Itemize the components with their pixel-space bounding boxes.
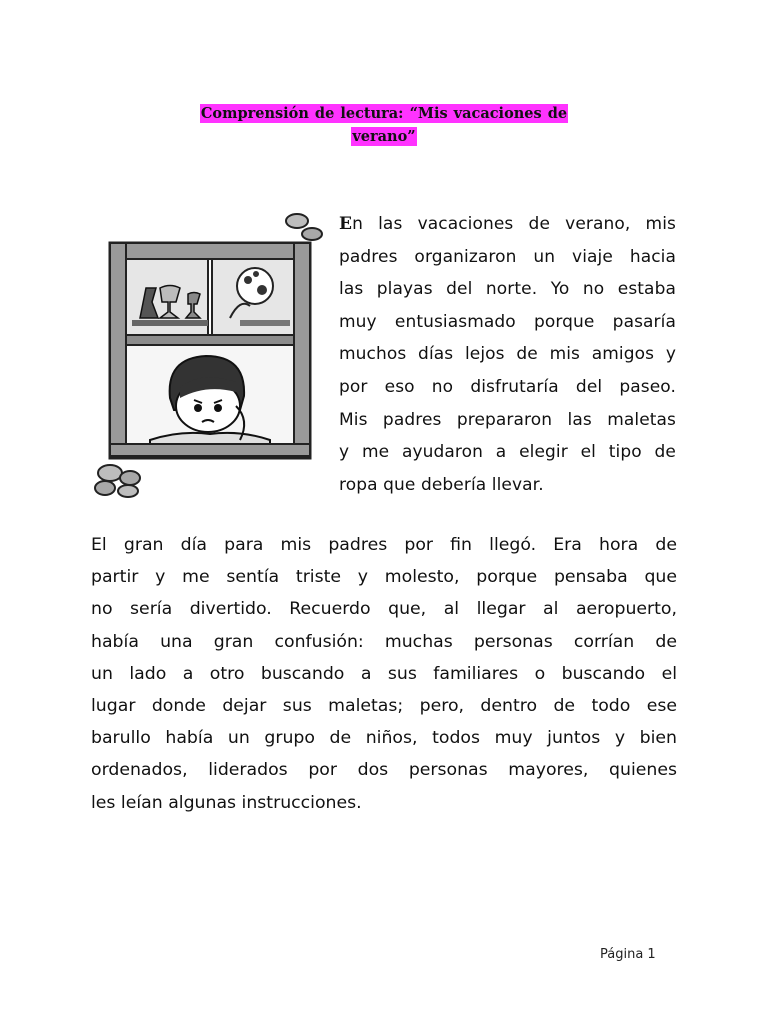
paragraph-line: había una gran confusión: muchas personas corrían de [91,631,677,652]
paragraph-line: barullo había un grupo de niños, todos muy juntos y bien [91,728,677,749]
paragraph-line: lugar donde dejar sus maletas; pero, dentro de todo ese [91,695,677,716]
title-line-2: verano” [352,128,416,145]
page-number: Página 1 [600,947,656,962]
paragraph-line: muy entusiasmado porque pasaría [339,311,676,332]
document-title [0,102,768,148]
paragraph-line: no sería divertido. Recuerdo que, al llegar al aeropuerto, [91,599,677,620]
sad-boy-window-icon [90,208,330,498]
dropcap: E [339,214,353,234]
paragraph-line: partir y me sentía triste y molesto, porque pensaba que [91,567,677,588]
body-paragraph [91,529,677,819]
paragraph-line: les leían algunas instrucciones. [91,792,362,813]
paragraph-line: ropa que debería llevar. [339,474,544,495]
paragraph-line: las playas del norte. Yo no estaba [339,279,676,300]
paragraph-line: padres organizaron un viaje hacia [339,246,676,267]
paragraph-line: un lado a otro buscando a sus familiares o buscando el [91,663,677,684]
paragraph-line: Mis padres prepararon las maletas [339,409,676,430]
paragraph-line: En las vacaciones de verano, mis [339,214,676,234]
paragraph-line: muchos días lejos de mis amigos y [339,344,676,365]
intro-paragraph [339,208,676,501]
title-line-1: Comprensión de lectura: “Mis vacaciones de [200,105,568,122]
paragraph-line: por eso no disfrutaría del paseo. [339,376,676,397]
paragraph-line: y me ayudaron a elegir el tipo de [339,442,676,463]
paragraph-line: El gran día para mis padres por fin llegó. Era hora de [91,535,677,555]
paragraph-line: ordenados, liderados por dos personas mayores, quienes [91,760,677,781]
